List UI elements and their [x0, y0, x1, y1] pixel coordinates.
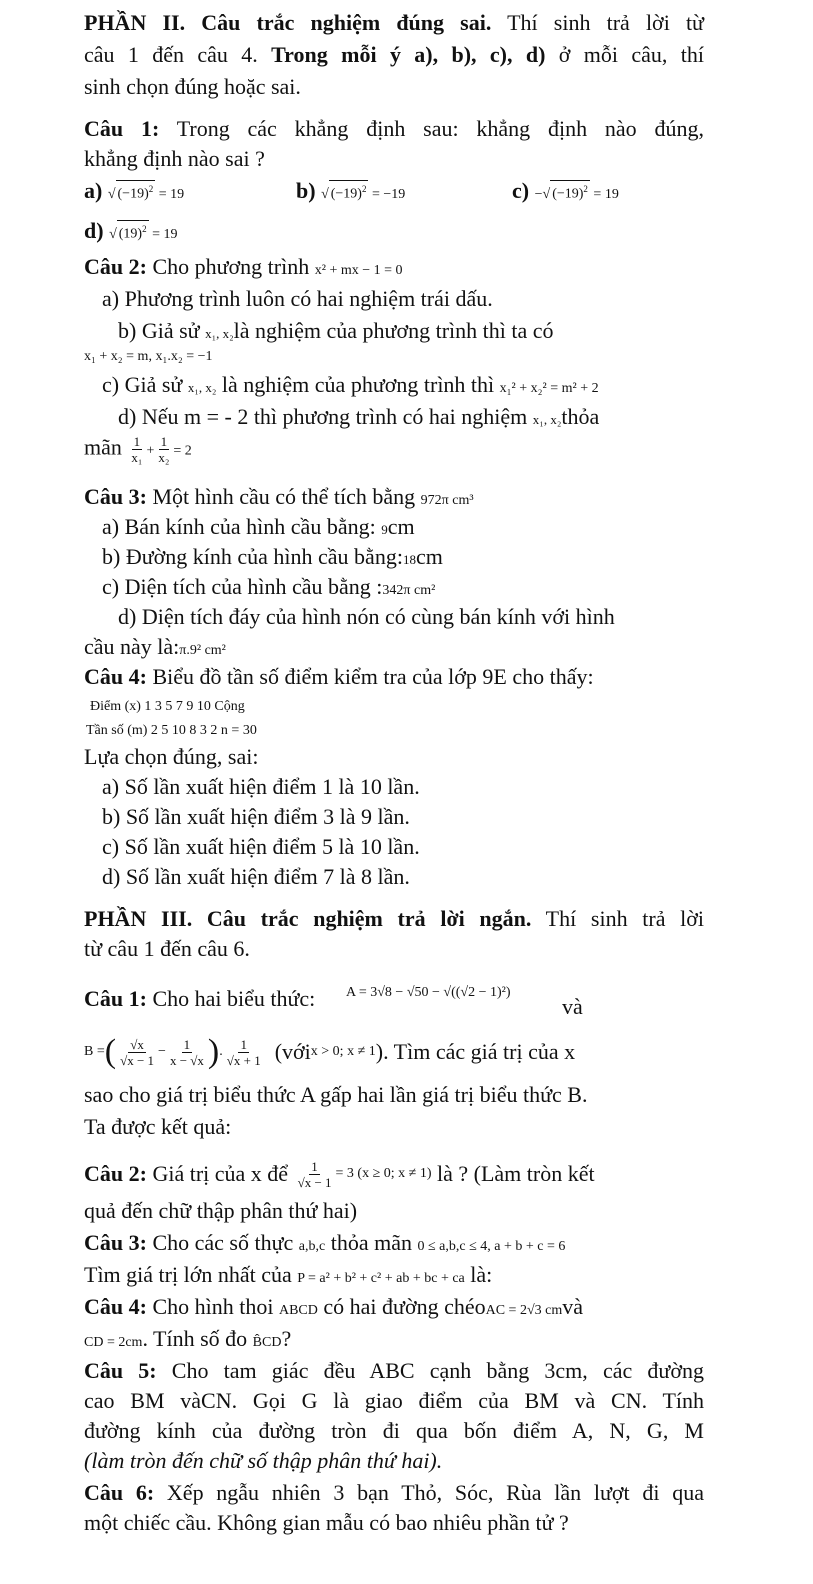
p3-q3-vars: a,b,c	[298, 1239, 326, 1254]
p3-q3-text2: thỏa mãn	[325, 1230, 418, 1255]
p2-q4-a: a) Số lần xuất hiện điểm 1 là 10 lần.	[102, 774, 420, 799]
p3-q1-B-prefix: B =	[84, 1044, 105, 1059]
p2-q2-d-rhs: = 2	[173, 443, 192, 459]
p2-q2-b-roots: x₁, x₂	[205, 326, 234, 341]
p3-q5-l1: Cho tam giác đều ABC cạnh bằng 3cm, các đường	[156, 1358, 704, 1383]
p3-q1-B-frac3	[225, 1037, 263, 1068]
part3-intro1: Thí sinh trả lời	[531, 906, 704, 931]
p2-q2-d-roots: x₁, x₂	[532, 412, 562, 427]
p3-q2-frac-num: 1	[311, 1158, 318, 1174]
p3-q4-text1: Cho hình thoi	[146, 1294, 279, 1319]
p2-q3-line1	[84, 484, 474, 514]
part3-heading: PHẦN III. Câu trắc nghiệm trả lời ngắn.	[84, 906, 532, 931]
p3-q3-line2	[84, 1262, 492, 1292]
p2-q2-d-line2: mãn $\frac{1}{\text{x₁}}$ + $\frac{1}{\text{x₂}}$ = 2	[84, 434, 192, 465]
p2-q1-b-math: √ $(-19)^2 = -19$	[321, 187, 405, 202]
part2-heading: PHẦN II. Câu trắc nghiệm đúng sai.	[84, 10, 492, 35]
p2-q2-c-formula: x₁² + x₂² = m² + 2	[499, 381, 599, 396]
p2-q1-b-rhs: = −19	[371, 187, 406, 202]
p2-q3-d1: d) Diện tích đáy của hình nón có cùng bán kính với hình	[118, 604, 615, 629]
p2-q4-b: b) Số lần xuất hiện điểm 3 là 9 lần.	[102, 804, 410, 829]
p2-q4-text: Biểu đồ tần số điểm kiểm tra của lớp 9E cho thấy:	[146, 664, 594, 689]
p3-q1-A-expr: A = 3√8 − √50 − √((√2 − 1)²)	[346, 985, 511, 1000]
p3-q1-text3: sao cho giá trị biểu thức A gấp hai lần giá trị biểu thức B.	[84, 1082, 588, 1107]
p2-q4-table-row1: Điểm (x) 1 3 5 7 9 10 Cộng	[90, 699, 245, 714]
p2-q2-equation: x² + mx − 1 = 0	[314, 263, 403, 278]
part2-intro2a: câu 1 đến câu 4.	[84, 42, 272, 67]
p2-q1-option-d	[84, 218, 177, 248]
p2-q2-d-line1	[118, 404, 599, 433]
p3-q2-frac-den: √x − 1	[297, 1174, 332, 1190]
p2-q3-a1: a) Bán kính của hình cầu bằng:	[102, 514, 382, 539]
p3-q4-text4: . Tính số đo	[142, 1326, 253, 1351]
p2-q4-d: d) Số lần xuất hiện điểm 7 là 8 lần.	[102, 864, 410, 889]
p2-q2-a: a) Phương trình luôn có hai nghiệm trái dấu.	[102, 286, 493, 311]
p3-q3-line1	[84, 1230, 565, 1260]
part3-heading-line1	[84, 906, 704, 932]
part2-heading-line2	[84, 42, 704, 68]
p2-q3-c	[102, 574, 435, 604]
p2-q1-c-label: c)	[512, 178, 530, 203]
part2-intro2b: Trong mỗi ý a), b), c), d)	[271, 42, 546, 67]
part3-intro2: từ câu 1 đến câu 6.	[84, 936, 250, 961]
p3-q5-line1	[84, 1358, 704, 1384]
p3-q3-label: Câu 3:	[84, 1230, 147, 1255]
p2-q1-label: Câu 1:	[84, 116, 160, 141]
p3-q3-cond: 0 ≤ a,b,c ≤ 4, a + b + c = 6	[417, 1239, 566, 1254]
p3-q1-B-frac1	[118, 1037, 156, 1068]
p3-q1-B-f3-num: 1	[240, 1036, 247, 1052]
p2-q2-label: Câu 2:	[84, 254, 147, 279]
p3-q1-text4: Ta được kết quả:	[84, 1114, 232, 1139]
p2-q2-c	[102, 372, 599, 402]
p2-q2-frac1-den: x₁	[131, 450, 143, 465]
p2-q1-d-math: √ $(19)^2 = 19$	[109, 227, 177, 242]
p3-q1-line1	[84, 986, 315, 1012]
p3-q1-B-f2-num: 1	[183, 1036, 191, 1052]
p2-q4-line1	[84, 664, 594, 690]
p2-q1-d-label: d)	[84, 218, 104, 243]
p2-q2-text: Cho phương trình	[146, 254, 315, 279]
p3-q2-label: Câu 2:	[84, 1161, 147, 1186]
p3-q3-text3: Tìm giá trị lớn nhất của	[84, 1262, 298, 1287]
p3-q5-l2: cao BM vàCN. Gọi G là giao điểm của BM và CN. Tính	[84, 1388, 704, 1413]
p3-q1-cond-math: x > 0; x ≠ 1	[310, 1044, 376, 1059]
p3-q4-cd: CD = 2cm	[84, 1335, 143, 1350]
p2-q3-text: Một hình cầu có thể tích bằng	[146, 484, 421, 509]
p2-q1-option-c	[512, 178, 619, 208]
p2-q3-label: Câu 3:	[84, 484, 147, 509]
p2-q3-b	[102, 544, 443, 573]
part2-intro1: Thí sinh trả lời từ	[491, 10, 704, 35]
p3-q1-cond2: ). Tìm các giá trị của x	[375, 1039, 576, 1064]
p2-q1-a-base: (−19)	[117, 187, 149, 202]
p3-q6-label: Câu 6:	[84, 1480, 155, 1505]
p2-q3-d2: cầu này là:	[84, 634, 180, 659]
p3-q1-B-f1-num: √x	[130, 1036, 144, 1052]
p2-q1-text2: khẳng định nào sai ?	[84, 146, 265, 171]
p3-q4-label: Câu 4:	[84, 1294, 147, 1319]
p3-q4-ac: AC = 2√3 cm	[485, 1303, 563, 1318]
p2-q2-c-roots: x₁, x₂	[187, 380, 217, 395]
p3-q1-text1: Cho hai biểu thức:	[146, 986, 316, 1011]
p3-q2-text3: quả đến chữ thập phân thứ hai)	[84, 1198, 358, 1223]
p2-q1-line1	[84, 116, 704, 142]
p2-q3-c-val: 342π cm²	[382, 583, 436, 598]
p3-q4-abcd: ABCD	[278, 1303, 318, 1318]
p2-q1-a-rhs: = 19	[158, 187, 185, 202]
p3-q1-B-f3-den: √x + 1	[226, 1052, 261, 1068]
p2-q2-d1: d) Nếu m = - 2 thì phương trình có hai nghiệm	[118, 404, 528, 429]
p3-q1-label: Câu 1:	[84, 986, 147, 1011]
p3-q2-text2: là ? (Làm tròn kết	[431, 1161, 595, 1186]
p2-q2-b2: là nghiệm của phương trình thì ta có	[233, 318, 554, 343]
p2-q4-prompt: Lựa chọn đúng, sai:	[84, 744, 259, 769]
p2-q1-b-base: (−19)	[330, 187, 362, 202]
p3-q1-cond1: (với	[274, 1039, 311, 1064]
p3-q5-l3: đường kính của đường tròn đi qua bốn điểm A, N, G, M	[84, 1418, 704, 1443]
p2-q1-text1: Trong các khẳng định sau: khẳng định nào đúng,	[159, 116, 704, 141]
p2-q2-c2: là nghiệm của phương trình thì	[216, 372, 500, 397]
p2-q2-frac1-num: 1	[133, 434, 141, 449]
p3-q6-line1	[84, 1480, 704, 1506]
p2-q1-c-base: (−19)	[552, 187, 584, 202]
p2-q3-d-val: π.9² cm²	[179, 643, 226, 658]
p3-q1-B-frac2	[168, 1037, 206, 1068]
p3-q4-text5: ?	[281, 1326, 292, 1351]
p2-q4-c: c) Số lần xuất hiện điểm 5 là 10 lần.	[102, 834, 420, 859]
p3-q1-B-f1-den: √x − 1	[120, 1052, 155, 1068]
p3-q6-l2: một chiếc cầu. Không gian mẫu có bao nhiêu phần tử ?	[84, 1510, 569, 1535]
p3-q2-frac	[296, 1159, 334, 1190]
part2-intro2c: ở mỗi câu, thí	[545, 42, 704, 67]
p2-q2-frac2-den: x₂	[158, 450, 170, 465]
p3-q3-P: P = a² + b² + c² + ab + bc + ca	[297, 1271, 465, 1286]
p3-q2-text1: Giá trị của x để	[146, 1161, 294, 1186]
p2-q1-a-math: √ $(-19)^2 = 19$	[108, 187, 184, 202]
p2-q3-a	[102, 514, 415, 543]
p2-q1-option-a	[84, 178, 184, 208]
p2-q4-table-row2: Tần số (m) 2 5 10 8 3 2 n = 30	[86, 723, 257, 738]
part2-intro3: sinh chọn đúng hoặc sai.	[84, 74, 301, 99]
p2-q3-a-val: 9	[381, 522, 388, 537]
p2-q3-a-unit: cm	[387, 514, 415, 539]
p2-q1-c-rhs: = 19	[593, 187, 619, 202]
p3-q5-l4: (làm tròn đến chữ số thập phân thứ hai).	[84, 1448, 443, 1473]
p2-q3-c1: c) Diện tích của hình cầu bằng :	[102, 574, 383, 599]
p3-q2-rhs: = 3 (x ≥ 0; x ≠ 1)	[335, 1166, 432, 1181]
p2-q2-frac2	[156, 434, 171, 465]
p2-q4-label: Câu 4:	[84, 664, 147, 689]
p3-q6-l1: Xếp ngẫu nhiên 3 bạn Thỏ, Sóc, Rùa lần lượt đi qua	[154, 1480, 705, 1505]
p3-q4-line2	[84, 1326, 291, 1356]
p3-q4-angle: B̂CD	[252, 1335, 282, 1350]
p2-q2-frac2-num: 1	[160, 434, 168, 449]
p3-q3-text1: Cho các số thực	[146, 1230, 299, 1255]
p2-q3-b-val: 18	[402, 552, 416, 567]
p3-q1-and: và	[562, 994, 583, 1019]
p2-q1-a-label: a)	[84, 178, 103, 203]
p2-q3-b1: b) Đường kính của hình cầu bằng:	[102, 544, 403, 569]
p2-q2-b1: b) Giả sử	[118, 318, 200, 343]
p3-q2-line1	[84, 1156, 595, 1192]
p2-q1-option-b	[296, 178, 405, 208]
p2-q2-d2: thỏa	[561, 404, 600, 429]
p2-q3-b-unit: cm	[415, 544, 443, 569]
p2-q1-b-label: b)	[296, 178, 316, 203]
p3-q1-B-f2-den: x − √x	[169, 1052, 204, 1068]
p3-q4-text3: và	[562, 1294, 584, 1319]
p2-q2-d3: mãn	[84, 434, 122, 460]
p2-q2-line1	[84, 254, 403, 284]
p3-q5-label: Câu 5:	[84, 1358, 157, 1383]
p2-q2-frac1	[129, 434, 144, 465]
p3-q4-text2: có hai đường chéo	[317, 1294, 486, 1319]
part2-heading-line1	[84, 10, 704, 36]
p3-q4-line1	[84, 1294, 583, 1324]
p2-q2-b-formula: x₁ + x₂ = m, x₁.x₂ = −1	[84, 349, 213, 364]
p2-q1-d-rhs: = 19	[152, 227, 178, 242]
p2-q3-volume: 972π cm³	[420, 493, 474, 508]
p2-q1-d-base: (19)	[118, 227, 143, 242]
p2-q2-c1: c) Giả sử	[102, 372, 188, 397]
p3-q3-text4: là:	[464, 1262, 493, 1287]
p2-q1-c-math: −√ $(-19)^2 = 19$	[535, 187, 619, 202]
p2-q2-b-line1	[118, 318, 704, 347]
p2-q3-d-line2	[84, 634, 226, 664]
p3-q1-B-line: B = ( $\frac{√x}{√x - 1}$ − $\frac{1}{x - √x}$ ) . $\frac{1}{√x + 1}$ (với x > 0; x ≠ 1 ). Tìm các giá trị của x	[84, 1033, 576, 1070]
